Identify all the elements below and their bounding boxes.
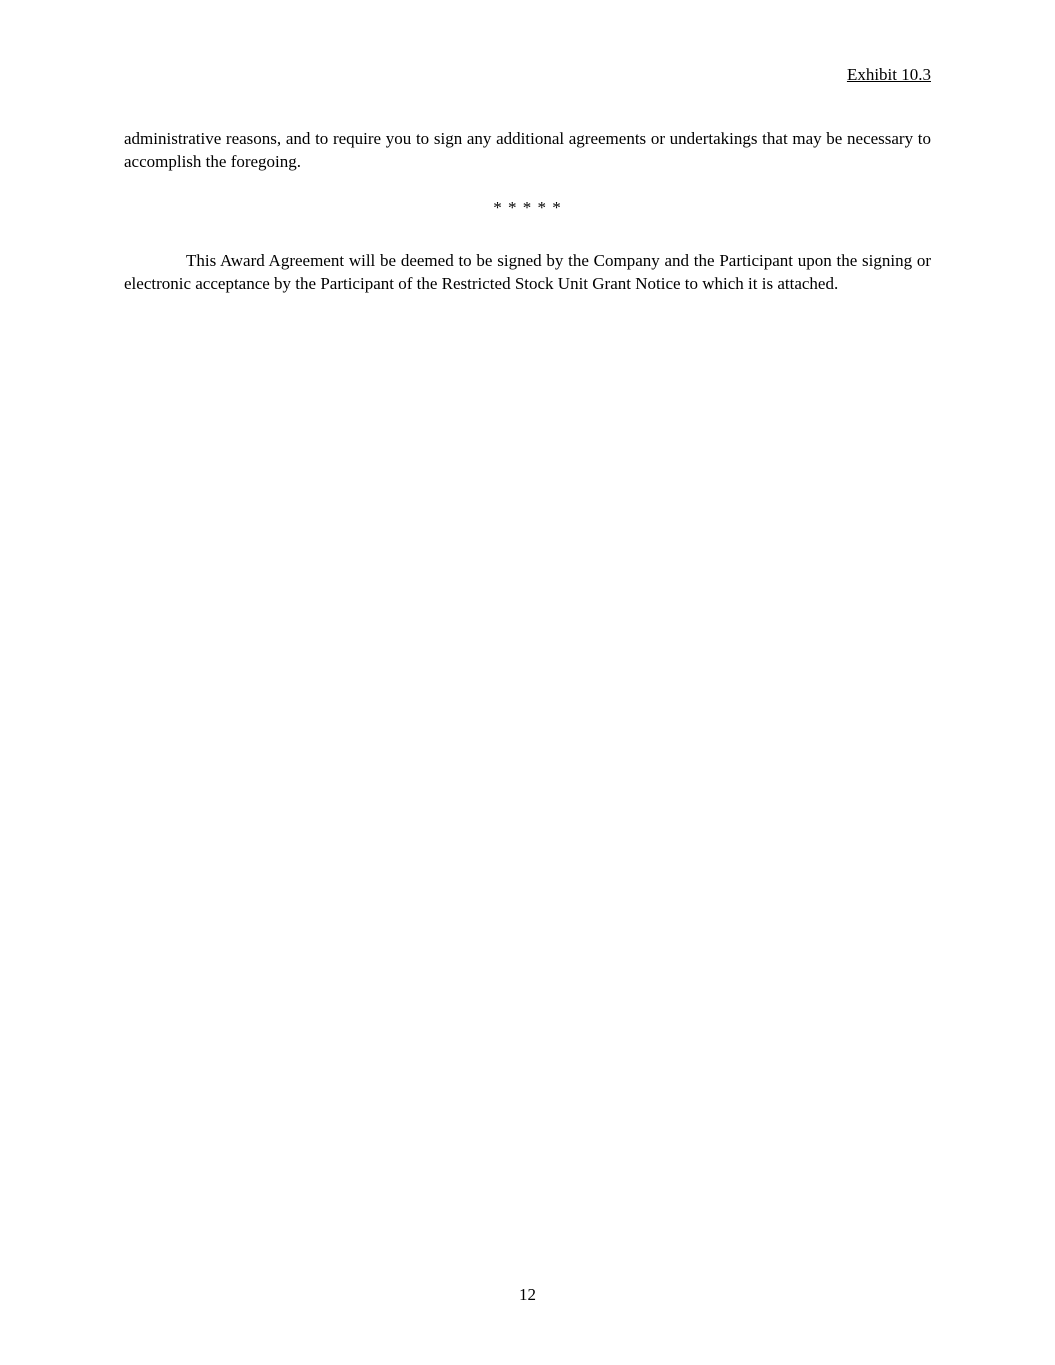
page-number: 12 bbox=[519, 1285, 536, 1304]
asterisk-separator: * * * * * bbox=[493, 198, 562, 217]
exhibit-header bbox=[124, 63, 931, 86]
paragraph-award-agreement: This Award Agreement will be deemed to be signed by the Company and the Participant upon the signing or electronic acceptance by the Participant of the Restricted Stock Unit Grant Notice to which it is attached. bbox=[124, 251, 931, 293]
paragraph-administrative-reasons: administrative reasons, and to require you to sign any additional agreements or undertakings that may be necessary to accomplish the foregoing. bbox=[124, 129, 931, 171]
exhibit-label: Exhibit 10.3 bbox=[846, 65, 931, 84]
document-content bbox=[124, 0, 931, 295]
